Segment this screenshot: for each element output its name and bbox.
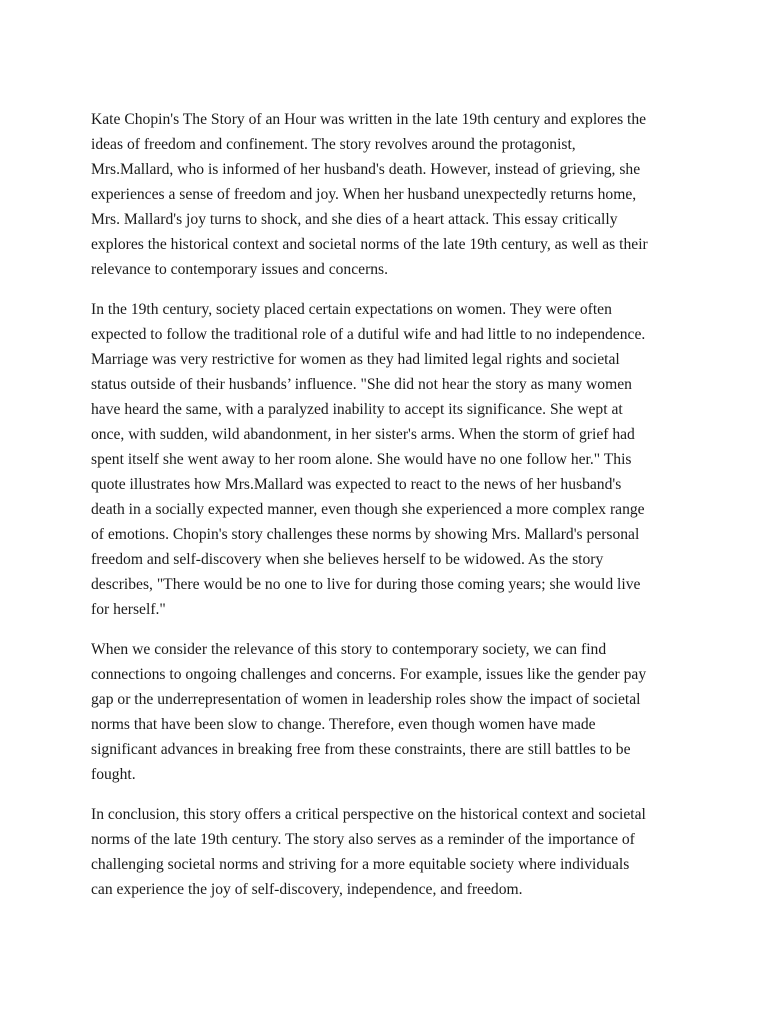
text-line: expected to follow the traditional role of a dutiful wife and had little to no independence. xyxy=(91,326,646,343)
text-line: challenging societal norms and striving for a more equitable society where individuals xyxy=(91,856,630,873)
text-line: norms of the late 19th century. The story also serves as a reminder of the importance of xyxy=(91,831,635,848)
text-line: for herself." xyxy=(91,601,166,618)
text-line: death in a socially expected manner, even though she experienced a more complex range xyxy=(91,501,645,518)
text-line: Kate Chopin's The Story of an Hour was written in the late 19th century and explores the xyxy=(91,111,647,128)
text-line: Marriage was very restrictive for women as they had limited legal rights and societal xyxy=(91,351,620,368)
text-line: connections to ongoing challenges and concerns. For example, issues like the gender pay xyxy=(91,666,647,683)
paragraph-introduction xyxy=(91,107,691,282)
paragraph-contemporary-relevance xyxy=(91,637,691,787)
paragraph-historical-context xyxy=(91,297,691,622)
text-line: gap or the underrepresentation of women in leadership roles show the impact of societal xyxy=(91,691,641,708)
essay-body xyxy=(91,107,691,917)
paragraph-conclusion xyxy=(91,802,691,902)
text-line: quote illustrates how Mrs.Mallard was expected to react to the news of her husband's xyxy=(91,476,622,493)
text-line: once, with sudden, wild abandonment, in her sister's arms. When the storm of grief had xyxy=(91,426,635,443)
text-line: relevance to contemporary issues and concerns. xyxy=(91,261,389,278)
text-line: In conclusion, this story offers a critical perspective on the historical context and societal xyxy=(91,806,646,823)
text-line: When we consider the relevance of this story to contemporary society, we can find xyxy=(91,641,607,658)
text-line: spent itself she went away to her room alone. She would have no one follow her." This xyxy=(91,451,632,468)
text-line: In the 19th century, society placed certain expectations on women. They were often xyxy=(91,301,612,318)
text-line: experiences a sense of freedom and joy. When her husband unexpectedly returns home, xyxy=(91,186,637,203)
text-line: norms that have been slow to change. Therefore, even though women have made xyxy=(91,716,596,733)
text-line: explores the historical context and societal norms of the late 19th century, as well as their xyxy=(91,236,648,253)
text-line: describes, "There would be no one to live for during those coming years; she would live xyxy=(91,576,641,593)
text-line: significant advances in breaking free from these constraints, there are still battles to be xyxy=(91,741,631,758)
text-line: have heard the same, with a paralyzed inability to accept its significance. She wept at xyxy=(91,401,623,418)
text-line: freedom and self-discovery when she believes herself to be widowed. As the story xyxy=(91,551,604,568)
text-line: fought. xyxy=(91,766,136,783)
text-line: status outside of their husbands’ influence. "She did not hear the story as many women xyxy=(91,376,632,393)
text-line: can experience the joy of self-discovery, independence, and freedom. xyxy=(91,881,523,898)
text-line: Mrs. Mallard's joy turns to shock, and she dies of a heart attack. This essay critically xyxy=(91,211,618,228)
text-line: Mrs.Mallard, who is informed of her husband's death. However, instead of grieving, she xyxy=(91,161,641,178)
text-line: ideas of freedom and confinement. The story revolves around the protagonist, xyxy=(91,136,576,153)
text-line: of emotions. Chopin's story challenges these norms by showing Mrs. Mallard's personal xyxy=(91,526,640,543)
